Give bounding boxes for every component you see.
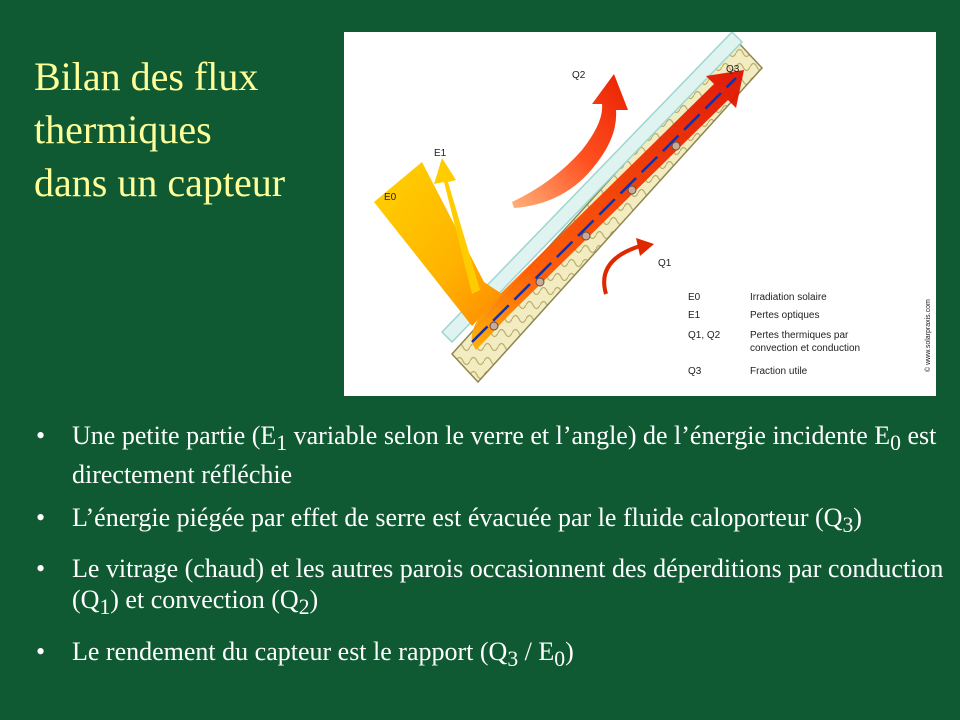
bullet-text: Une petite partie (E bbox=[72, 421, 277, 450]
legend-key: Q1, Q2 bbox=[688, 330, 721, 341]
pipe-node bbox=[628, 186, 636, 194]
pipe-node bbox=[536, 278, 544, 286]
bullet-text: variable selon le verre et l’angle) de l’énergie incidente E bbox=[287, 421, 891, 450]
subscript: 0 bbox=[554, 646, 566, 671]
bullet-text: ) bbox=[565, 636, 574, 666]
subscript: 3 bbox=[507, 646, 519, 671]
e0-solar-arrow bbox=[374, 162, 502, 326]
legend-desc: Pertes optiques bbox=[750, 310, 820, 321]
bullet-text: est directement réfléchie bbox=[72, 421, 937, 490]
bullet-item bbox=[34, 420, 944, 490]
bullet-text: / E bbox=[518, 636, 555, 666]
bullet-item bbox=[34, 553, 944, 623]
bullet-text: ) bbox=[309, 585, 319, 615]
legend-desc: convection et conduction bbox=[750, 343, 861, 354]
subscript: 1 bbox=[99, 595, 111, 620]
diagram-credit: © www.solarpraxis.com bbox=[925, 299, 932, 372]
legend-key: E1 bbox=[688, 310, 701, 321]
subscript: 0 bbox=[890, 431, 901, 456]
bullet-list bbox=[34, 420, 944, 687]
label-e1: E1 bbox=[434, 148, 447, 159]
bullet-text: Le rendement du capteur est le rapport (Q bbox=[72, 636, 508, 666]
legend-desc: Irradiation solaire bbox=[750, 292, 827, 303]
diagram-legend bbox=[688, 292, 860, 377]
legend-key: E0 bbox=[688, 292, 701, 303]
title-line: thermiques bbox=[34, 107, 212, 152]
label-q1: Q1 bbox=[658, 258, 672, 269]
title-line: Bilan des flux bbox=[34, 54, 259, 99]
q1-conduction-arrow bbox=[604, 246, 640, 294]
bullet-text: Le vitrage (chaud) et les autres parois occasionnent des déperditions par conduction (Q bbox=[72, 554, 944, 615]
legend-desc: Fraction utile bbox=[750, 366, 808, 377]
collector-diagram-svg bbox=[344, 32, 936, 396]
bullet-item bbox=[34, 636, 944, 675]
bullet-text: ) bbox=[853, 503, 862, 533]
subscript: 3 bbox=[842, 513, 854, 538]
label-e0: E0 bbox=[384, 192, 397, 203]
subscript: 1 bbox=[276, 431, 288, 456]
subscript: 2 bbox=[298, 595, 310, 620]
slide-title bbox=[34, 50, 344, 209]
label-q3: Q3 bbox=[726, 64, 740, 75]
pipe-node bbox=[672, 142, 680, 150]
q1-arrowhead bbox=[636, 238, 654, 256]
pipe-node bbox=[490, 322, 498, 330]
bullet-item bbox=[34, 502, 944, 541]
label-q2: Q2 bbox=[572, 70, 586, 81]
title-line: dans un capteur bbox=[34, 160, 286, 205]
legend-desc: Pertes thermiques par bbox=[750, 330, 849, 341]
bullet-text: ) et convection (Q bbox=[110, 585, 299, 615]
collector-diagram bbox=[344, 32, 936, 396]
legend-key: Q3 bbox=[688, 366, 702, 377]
pipe-node bbox=[582, 232, 590, 240]
bullet-text: L’énergie piégée par effet de serre est évacuée par le fluide caloporteur (Q bbox=[72, 503, 843, 533]
